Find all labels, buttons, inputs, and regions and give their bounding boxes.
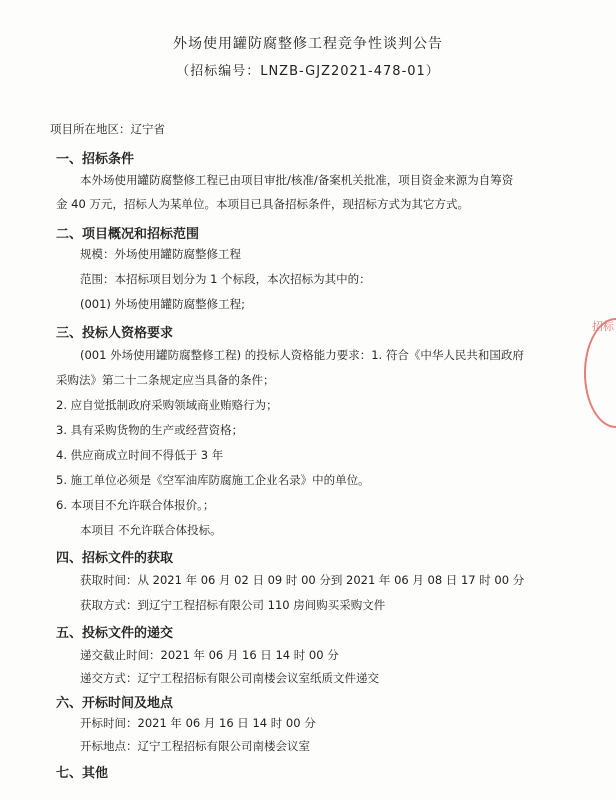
scale-text: 规模：外场使用罐防腐整修工程 [80, 247, 241, 261]
scope-text: 范围：本招标项目划分为 1 个标段，本次招标为其中的： [80, 272, 371, 286]
section-heading-6: 六、开标时间及地点 [56, 696, 174, 711]
opening-time: 开标时间：2021 年 06 月 16 日 14 时 00 分 [80, 716, 316, 730]
section-heading-4: 四、招标文件的获取 [56, 551, 174, 566]
qualification-line: 2. 应自觉抵制政府采购领域商业贿赂行为； [56, 398, 278, 412]
section-heading-1: 一、招标条件 [56, 152, 135, 167]
project-region: 项目所在地区：辽宁省 [50, 122, 165, 136]
section-heading-7: 七、其他 [56, 766, 109, 781]
section-heading-3: 三、投标人资格要求 [56, 326, 174, 341]
qualification-line: (001 外场使用罐防腐整修工程) 的投标人资格能力要求：1. 符合《中华人民共和国政府 [80, 348, 524, 362]
opening-place: 开标地点：辽宁工程招标有限公司南楼会议室 [80, 739, 310, 753]
acquire-method: 获取方式：到辽宁工程招标有限公司 110 房间购买采购文件 [80, 598, 386, 612]
tender-number: （招标编号：LNZB-GJZ2021-478-01） [176, 64, 440, 79]
qualification-line: 本项目 不允许联合体投标。 [80, 523, 222, 537]
page-title: 外场使用罐防腐整修工程竞争性谈判公告 [173, 36, 443, 52]
submission-deadline: 递交截止时间：2021 年 06 月 16 日 14 时 00 分 [80, 648, 339, 662]
acquire-time: 获取时间：从 2021 年 06 月 02 日 09 时 00 分到 2021 年 06 月 08 日 17 时 00 分 [80, 573, 525, 587]
qualification-line: 5. 施工单位必须是《空军油库防腐施工企业名录》中的单位。 [56, 473, 370, 487]
qualification-line: 6. 本项目不允许联合体报价。； [56, 498, 215, 512]
qualification-line: 3. 具有采购货物的生产或经营资格； [56, 423, 244, 437]
section-heading-5: 五、投标文件的递交 [56, 626, 174, 641]
stamp-text: 招标 [592, 320, 614, 333]
qualification-line: 采购法》第二十二条规定应当具备的条件； [56, 373, 275, 387]
qualification-line: 4. 供应商成立时间不得低于 3 年 [56, 448, 224, 462]
lot-text: (001) 外场使用罐防腐整修工程; [80, 297, 245, 311]
paragraph-text: 金 40 万元，招标人为某单位。本项目已具备招标条件，现招标方式为其它方式。 [56, 197, 469, 211]
section-heading-2: 二、项目概况和招标范围 [56, 227, 200, 242]
official-seal-stamp [584, 318, 616, 428]
paragraph-text: 本外场使用罐防腐整修工程已由项目审批/核准/备案机关批准，项目资金来源为自筹资 [80, 173, 514, 187]
submission-method: 递交方式：辽宁工程招标有限公司南楼会议室纸质文件递交 [80, 671, 379, 685]
